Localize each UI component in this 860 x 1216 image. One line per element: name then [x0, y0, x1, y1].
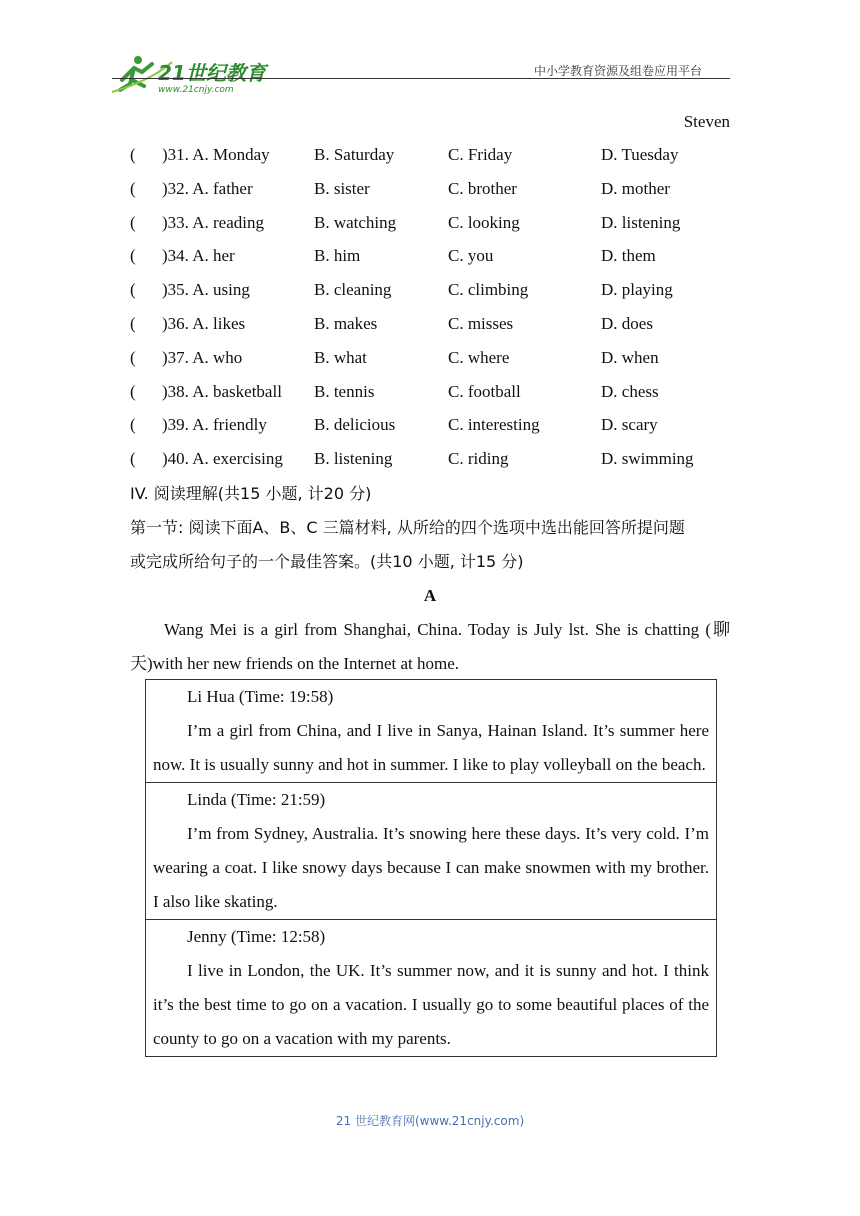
- section-instruction-line1: 第一节: 阅读下面A、B、C 三篇材料, 从所给的四个选项中选出能回答所提问题: [130, 518, 685, 537]
- answer-blank: (: [130, 347, 136, 367]
- chat-author: Jenny (Time: 12:58): [187, 927, 326, 946]
- option-d: D. chess: [601, 381, 659, 401]
- option-d: D. when: [601, 347, 659, 367]
- question-row: [130, 307, 730, 341]
- option-a: )34. A. her: [162, 246, 235, 266]
- option-d: D. mother: [601, 178, 670, 198]
- question-row: [130, 442, 730, 476]
- option-c: C. riding: [448, 449, 509, 469]
- logo-url: www.21cnjy.com: [158, 85, 234, 95]
- option-b: B. cleaning: [314, 280, 392, 300]
- option-b: B. sister: [314, 178, 370, 198]
- option-b: B. what: [314, 347, 367, 367]
- option-c: C. interesting: [448, 415, 540, 435]
- option-b: B. makes: [314, 314, 378, 333]
- section-instruction-line2: 或完成所给句子的一个最佳答案。(共10 小题, 计15 分): [130, 552, 524, 571]
- answer-blank: (: [130, 449, 136, 469]
- option-c: C. Friday: [448, 145, 513, 164]
- option-c: C. where: [448, 347, 510, 367]
- chat-entry: [146, 680, 716, 783]
- option-a: )32. A. father: [162, 178, 253, 198]
- option-d: D. playing: [601, 280, 673, 300]
- footer-link[interactable]: 21 世纪教育网(www.21cnjy.com): [335, 1114, 525, 1128]
- option-d: D. Tuesday: [601, 145, 679, 164]
- option-a: )40. A. exercising: [162, 449, 283, 469]
- option-d: D. scary: [601, 415, 658, 435]
- question-row: [130, 239, 730, 273]
- question-row: [130, 273, 730, 307]
- option-d: D. them: [601, 246, 656, 266]
- chat-author: Li Hua (Time: 19:58): [187, 687, 334, 706]
- option-c: C. you: [448, 246, 494, 266]
- question-row: [130, 375, 730, 409]
- option-d: D. listening: [601, 212, 681, 232]
- option-a: )37. A. who: [162, 347, 243, 367]
- answer-blank: (: [130, 280, 136, 300]
- chat-message: I’m a girl from China, and I live in Sanya, Hainan Island. It’s summer here now. It is usually sunny and hot in summer. I like to play volleyball on the beach.: [153, 721, 709, 774]
- option-b: B. watching: [314, 212, 397, 232]
- option-a: )36. A. likes: [162, 314, 246, 333]
- passage-letter: A: [423, 586, 437, 605]
- site-logo: [112, 50, 282, 98]
- option-d: D. does: [601, 314, 653, 333]
- option-a: )35. A. using: [162, 280, 250, 300]
- answer-blank: (: [130, 178, 136, 198]
- chat-entry: [146, 783, 716, 920]
- answer-blank: (: [130, 415, 136, 435]
- letter-signature: Steven: [683, 112, 730, 131]
- passage-intro: Wang Mei is a girl from Shanghai, China. Today is July lst. She is chatting (聊天)with her new friends on the Internet at home.: [130, 620, 730, 673]
- option-a: )38. A. basketball: [162, 381, 282, 401]
- answer-blank: (: [130, 314, 136, 333]
- logo-text: 21世纪教育: [158, 61, 266, 85]
- question-row: [130, 172, 730, 206]
- platform-label: 中小学教育资源及组卷应用平台: [534, 64, 703, 78]
- option-a: )31. A. Monday: [162, 145, 270, 164]
- option-b: B. him: [314, 246, 361, 266]
- chat-message: I’m from Sydney, Australia. It’s snowing here these days. It’s very cold. I’m wearing a coat. I like snowy days because I can make snowmen with my brother. I also like skating.: [153, 824, 709, 911]
- chat-message: I live in London, the UK. It’s summer now, and it is sunny and hot. I think it’s the best time to go on a vacation. I usually go to some beautiful places of the county to go on a vacation with my parents.: [153, 961, 709, 1048]
- section-heading: IV. 阅读理解(共15 小题, 计20 分): [130, 484, 372, 503]
- answer-blank: (: [130, 212, 136, 232]
- chat-table: [145, 679, 717, 1057]
- answer-blank: (: [130, 381, 136, 401]
- answer-blank: (: [130, 145, 136, 164]
- question-row: [130, 206, 730, 240]
- chat-author: Linda (Time: 21:59): [187, 790, 326, 809]
- option-b: B. tennis: [314, 381, 375, 401]
- option-c: C. looking: [448, 212, 520, 232]
- option-c: C. football: [448, 381, 521, 401]
- chat-entry: [146, 920, 716, 1056]
- option-c: C. brother: [448, 178, 517, 198]
- option-b: B. listening: [314, 449, 393, 469]
- option-c: C. misses: [448, 314, 514, 333]
- option-d: D. swimming: [601, 449, 694, 469]
- answer-blank: (: [130, 246, 136, 266]
- question-row: [130, 341, 730, 375]
- question-row: [130, 138, 730, 172]
- option-b: B. delicious: [314, 415, 396, 435]
- question-row: [130, 408, 730, 442]
- option-a: )33. A. reading: [162, 212, 264, 232]
- option-c: C. climbing: [448, 280, 529, 300]
- option-b: B. Saturday: [314, 145, 395, 164]
- option-a: )39. A. friendly: [162, 415, 267, 435]
